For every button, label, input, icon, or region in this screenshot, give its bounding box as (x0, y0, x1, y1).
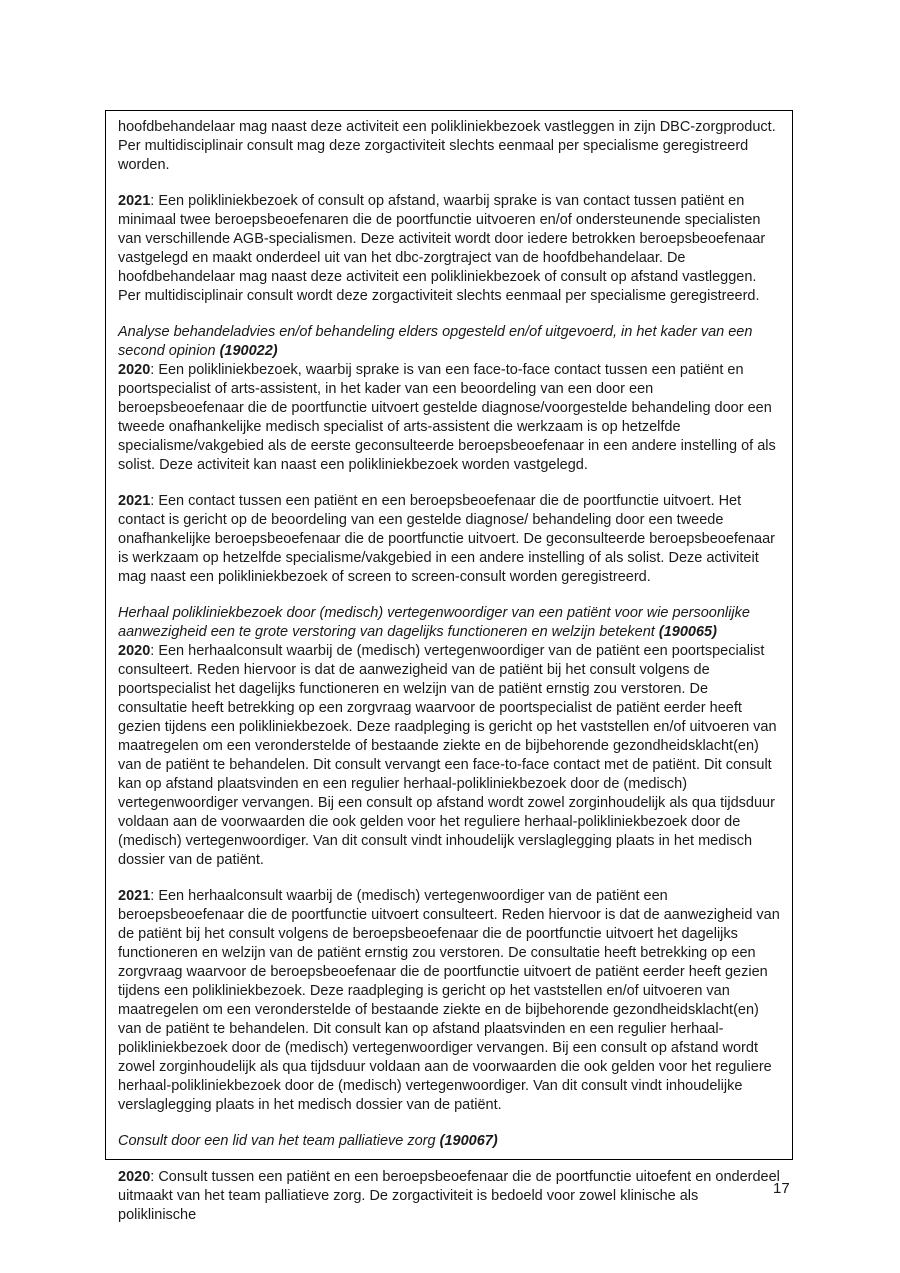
paragraph-text: : Een herhaalconsult waarbij de (medisch) vertegenwoordiger van de patiënt een poortspecialist consulteert. Reden hiervoor is dat de aanwezigheid van de patiënt bij het consult volgens de poortspecialist het dagelijks functioneren en welzijn van de patiënt ernstig zou verstoren. De consultatie heeft betrekking op een zorgvraag waarvoor de poortspecialist de patiënt eerder heeft gezien tijdens een polikliniekbezoek. Deze raadpleging is gericht op het vaststellen en/of uitvoeren van maatregelen om een veronderstelde of bestaande ziekte en de bijbehorende gezondheidsklacht(en) van de patiënt te behandelen. Dit consult vervangt een face-to-face contact met de patiënt. Dit consult kan op afstand plaatsvinden en een regulier herhaal-polikliniekbezoek door de (medisch) vertegenwoordiger vervangen. Bij een consult op afstand wordt zowel zorginhoudelijk als qua tijdsduur voldaan aan de voorwaarden die ook gelden voor het reguliere herhaal-polikliniekbezoek door de (medisch) vertegenwoordiger. Van dit consult vindt inhoudelijk verslaglegging plaats in het medisch dossier van de patiënt. (118, 643, 777, 868)
heading-code: (190022) (219, 343, 278, 359)
year-label: 2021 (118, 493, 151, 509)
paragraph-text: : Consult tussen een patiënt en een beroepsbeoefenaar die de poortfunctie uitoefent en onderdeel uitmaakt van het team palliatieve zorg. De zorgactiviteit is bedoeld voor zowel klinische als poliklinische (118, 1169, 780, 1223)
paragraph-continuation (118, 118, 780, 175)
year-label: 2020 (118, 1169, 151, 1185)
paragraph-2021 (118, 492, 780, 587)
paragraph-text: hoofdbehandelaar mag naast deze activiteit een polikliniekbezoek vastleggen in zijn DBC-zorgproduct. Per multidisciplinair consult mag deze zorgactiviteit slechts eenmaal per specialisme geregistreerd worden. (118, 119, 776, 173)
paragraph-2021 (118, 887, 780, 1115)
section-heading-herhaal-polikliniekbezoek (118, 604, 780, 642)
paragraph-2020 (118, 361, 780, 475)
paragraph-text: : Een polikliniekbezoek, waarbij sprake is van een face-to-face contact tussen een patiënt en poortspecialist of arts-assistent, in het kader van een beoordeling van een door een beroepsbeoefenaar die de poortfunctie uitvoert gestelde diagnose/voorgestelde behandeling door een tweede onafhankelijke medisch specialist of arts-assistent die werkzaam is op hetzelfde specialisme/vakgebied als de eerste geconsulteerde beroepsbeoefenaar in een andere instelling of als solist. Deze activiteit kan naast een polikliniekbezoek worden vastgelegd. (118, 362, 776, 473)
paragraph-text: : Een polikliniekbezoek of consult op afstand, waarbij sprake is van contact tussen patiënt en minimaal twee beroepsbeoefenaren die de poortfunctie uitvoeren en/of ondersteunende specialisten van verschillende AGB-specialismen. Deze activiteit wordt door iedere betrokken beroepsbeoefenaar vastgelegd en maakt onderdeel uit van het dbc-zorgtraject van de hoofdbehandelaar. De hoofdbehandelaar mag naast deze activiteit een polikliniekbezoek of consult op afstand vastleggen. Per multidisciplinair consult wordt deze zorgactiviteit slechts eenmaal per specialisme geregistreerd. (118, 193, 766, 304)
year-label: 2021 (118, 888, 151, 904)
paragraph-text: : Een contact tussen een patiënt en een beroepsbeoefenaar die de poortfunctie uitvoert. Het contact is gericht op de beoordeling van een gestelde diagnose/ behandeling door een tweede onafhankelijke beroepsbeoefenaar die de poortfunctie uitvoert. De geconsulteerde beroepsbeoefenaar is werkzaam op hetzelfde specialisme/vakgebied in een andere instelling of als solist. Deze activiteit mag naast een polikliniekbezoek of screen to screen-consult worden geregistreerd. (118, 493, 775, 585)
paragraph-2021 (118, 192, 780, 306)
paragraph-2020 (118, 1168, 780, 1225)
section-heading-second-opinion (118, 323, 780, 361)
year-label: 2020 (118, 643, 151, 659)
heading-code: (190067) (439, 1133, 498, 1149)
paragraph-text: : Een herhaalconsult waarbij de (medisch) vertegenwoordiger van de patiënt een beroepsbeoefenaar die de poortfunctie uitvoert consulteert. Reden hiervoor is dat de aanwezigheid van de patiënt bij het consult volgens de beroepsbeoefenaar die de poortfunctie uitvoert het dagelijks functioneren en welzijn van de patiënt ernstig zou verstoren. De consultatie heeft betrekking op een zorgvraag waarvoor de beroepsbeoefenaar die de poortfunctie uitvoert de patiënt eerder heeft gezien tijdens een polikliniekbezoek. Deze raadpleging is gericht op het vaststellen en/of uitvoeren van maatregelen om een veronderstelde of bestaande ziekte en de bijbehorende gezondheidsklacht(en) van de patiënt te behandelen. Dit consult kan op afstand plaatsvinden en een regulier herhaal-polikliniekbezoek door de (medisch) vertegenwoordiger vervangen. Bij een consult op afstand wordt zowel zorginhoudelijk als qua tijdsduur voldaan aan de voorwaarden die ook gelden voor het reguliere herhaal-polikliniekbezoek door de (medisch) vertegenwoordiger. Van dit consult vindt inhoudelijke verslaglegging plaats in het medisch dossier van de patiënt. (118, 888, 780, 1113)
heading-text: Herhaal polikliniekbezoek door (medisch) vertegenwoordiger van een patiënt voor wie persoonlijke aanwezigheid een te grote verstoring van dagelijks functioneren en welzijn betekent (118, 605, 750, 640)
page-number: 17 (773, 1180, 790, 1197)
heading-text: Consult door een lid van het team palliatieve zorg (118, 1133, 440, 1149)
year-label: 2020 (118, 362, 151, 378)
year-label: 2021 (118, 193, 151, 209)
section-heading-palliatieve-zorg (118, 1132, 780, 1151)
heading-text: Analyse behandeladvies en/of behandeling elders opgesteld en/of uitgevoerd, in het kader van een second opinion (118, 324, 753, 359)
paragraph-2020 (118, 642, 780, 870)
heading-code: (190065) (658, 624, 717, 640)
